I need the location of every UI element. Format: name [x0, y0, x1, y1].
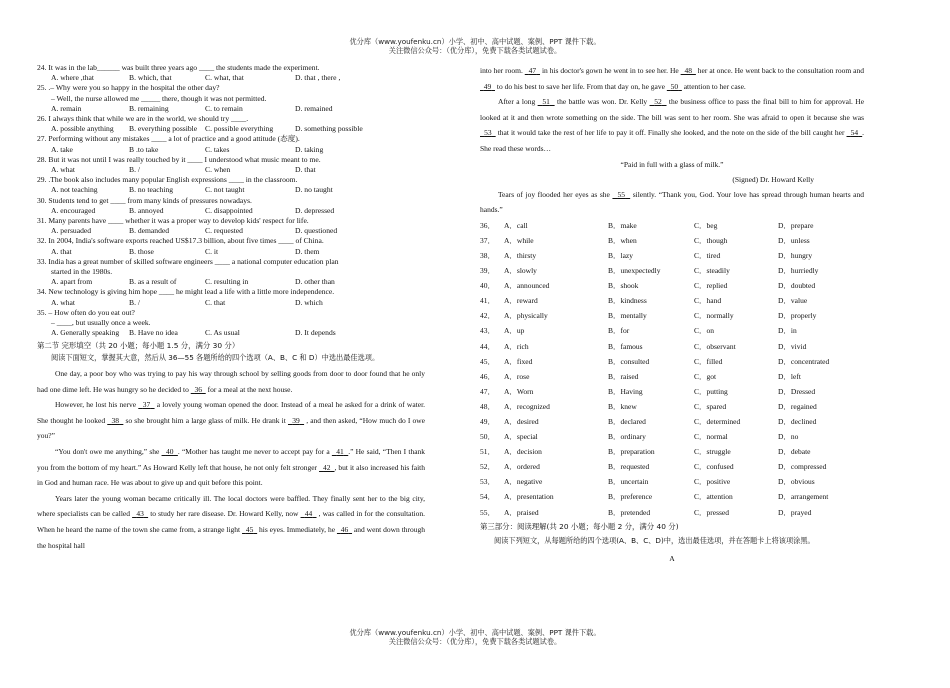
option-number: 44． — [480, 341, 495, 351]
option-choice[interactable]: D．regained — [778, 401, 817, 411]
section-3-title: 第三部分：阅读理解(共 20 小题；每小题 2 分，满分 40 分) — [480, 521, 679, 531]
passage-text: , and then asked, “How much do I owe you?” — [37, 415, 426, 441]
question-stem: 30. Students tend to get ____ from many kinds of pressures nowadays. — [37, 195, 252, 205]
answer-options — [37, 185, 425, 195]
section-3-instruction: 阅读下列短文，从每题所给的四个选项(A、B、C、D)中，选出最佳选项，并在答题卡上将该项涂黑。 — [494, 535, 815, 545]
answer-options — [37, 226, 425, 236]
answer-option[interactable]: D. them — [295, 246, 320, 256]
passage-text: to do his best to save her life. From that day on, he gave — [495, 81, 667, 91]
option-choice[interactable]: B．famous — [608, 341, 643, 351]
option-choice[interactable]: B．for — [608, 326, 630, 336]
answer-option[interactable]: C. it — [205, 246, 219, 256]
option-row — [480, 429, 864, 444]
blank-36: 36 — [194, 384, 202, 394]
answer-option[interactable]: D. depressed — [295, 205, 335, 215]
passage-paragraph-5 — [480, 94, 864, 156]
question-stem-continued: – Well, the nurse allowed me _____ there, though it was not permitted. — [51, 93, 267, 103]
answer-option[interactable]: C. when — [205, 165, 231, 175]
option-number: 50． — [480, 432, 495, 442]
question-stem: 27. Performing without any mistakes ____ a lot of practice and a good attitude (态度). — [37, 134, 300, 144]
option-number: 53． — [480, 477, 495, 487]
passage-paragraph-6 — [480, 187, 864, 218]
option-choice[interactable]: A．up — [504, 326, 525, 336]
passage-text: and went down through the hospital hall — [37, 524, 426, 550]
option-choice[interactable]: C．got — [694, 371, 717, 381]
answer-options — [37, 328, 425, 338]
option-choice[interactable]: C．observant — [694, 341, 736, 351]
blank-47: 47 — [528, 66, 537, 75]
blank-52: 52 — [654, 97, 662, 107]
question-stem: 33. India has a great number of skilled software engineers ____ a national computer education plan — [37, 256, 339, 266]
option-number: 49． — [480, 416, 495, 426]
question-stem: 26. I always think that while we are in the world, we should try ____. — [37, 114, 249, 124]
option-row — [480, 323, 864, 338]
option-choice[interactable]: D．value — [778, 296, 808, 306]
option-number: 41． — [480, 296, 495, 306]
option-choice[interactable]: A．slowly — [504, 266, 537, 276]
passage-text: for a meal at the next house. — [205, 384, 293, 394]
passage-text: Tears of joy flooded her eyes as she — [498, 189, 613, 199]
answer-option[interactable]: B. demanded — [129, 226, 170, 236]
passage-text: in his doctor's gown he went in to see her. He — [540, 66, 681, 75]
answer-options — [37, 298, 425, 308]
option-choice[interactable]: A．rose — [504, 371, 530, 381]
option-row — [480, 444, 864, 459]
option-choice[interactable]: C．spared — [694, 401, 727, 411]
option-choice[interactable]: B．preparation — [608, 447, 655, 457]
answer-option[interactable]: B. / — [129, 297, 140, 307]
option-choice[interactable]: D．hurriedly — [778, 266, 819, 276]
question-stem: 34. New technology is giving him hope ____ he might lead a life with a little more independence. — [37, 287, 335, 297]
passage-text: a lovely young woman opened the door. Instead of a meal he asked for a drink of water. She thought he looked — [37, 400, 426, 425]
option-choice[interactable]: A．physically — [504, 311, 548, 321]
option-row — [480, 369, 864, 384]
passage-paragraph-2 — [37, 397, 425, 444]
answer-option[interactable]: A. remain — [51, 103, 82, 113]
answer-option[interactable]: C. what, that — [205, 73, 244, 83]
option-choice[interactable]: C．positive — [694, 477, 731, 487]
option-choice[interactable]: B．raised — [608, 371, 639, 381]
option-row — [480, 414, 864, 429]
answer-option[interactable]: B. those — [129, 246, 154, 256]
answer-option[interactable]: B. Have no idea — [129, 328, 178, 338]
answer-option[interactable]: C. resulting in — [205, 277, 249, 287]
option-row — [480, 263, 864, 278]
option-number: 47． — [480, 386, 495, 396]
answer-option[interactable]: A. persuaded — [51, 226, 92, 236]
option-choice[interactable]: B．preference — [608, 492, 653, 502]
option-choice[interactable]: C．attention — [694, 492, 733, 502]
option-number: 45． — [480, 356, 495, 366]
option-number: 51． — [480, 447, 495, 457]
option-choice[interactable]: C．hand — [694, 296, 722, 306]
option-choice[interactable]: B．uncertain — [608, 477, 649, 487]
option-choice[interactable]: B．mentally — [608, 311, 647, 321]
option-choice[interactable]: C．putting — [694, 386, 728, 396]
question-stem: 29. .The book also includes many popular English expressions ____ in the classroom. — [37, 175, 298, 185]
answer-option[interactable]: B. no teaching — [129, 185, 174, 195]
header-line-2: 关注微信公众号：（优分库），免费下载各类试题试卷。 — [388, 46, 562, 55]
option-choice[interactable]: B．when — [608, 235, 637, 245]
blank-37: 37 — [142, 400, 151, 410]
answer-options — [37, 124, 425, 134]
question-stem: 32. In 2004, India's software exports reached US$17.3 billion, about five times ____ of China. — [37, 236, 324, 246]
option-choice[interactable]: A．Worn — [504, 386, 534, 396]
option-row — [480, 505, 864, 520]
passage-text: One day, a poor boy who was trying to pay his way through school by selling goods from door to door found that he only had one dime left. He was hungry so he decided to — [37, 368, 425, 394]
options-table — [480, 218, 864, 520]
question-stem: 28. But it was not until I was really touched by it ____ I understood what music meant to me. — [37, 154, 321, 164]
option-number: 36． — [480, 220, 495, 230]
option-choice[interactable]: B．shook — [608, 281, 639, 291]
option-choice[interactable]: C．struggle — [694, 447, 731, 457]
passage-text: into her room. — [480, 66, 525, 75]
passage-text: her at once. He went back to the consultation room and — [695, 66, 864, 75]
passage-paragraph-4 — [37, 491, 425, 553]
answer-options — [37, 277, 425, 287]
option-choice[interactable]: B．make — [608, 220, 637, 230]
option-choice[interactable]: A．announced — [504, 281, 550, 291]
option-number: 37． — [480, 235, 495, 245]
option-row — [480, 474, 864, 489]
answer-option[interactable]: A. possible anything — [51, 124, 114, 134]
option-choice[interactable]: A．fixed — [504, 356, 533, 366]
option-choice[interactable]: B．declared — [608, 416, 646, 426]
answer-options — [37, 247, 425, 257]
option-number: 54． — [480, 492, 495, 502]
answer-option[interactable]: B. which, that — [129, 73, 172, 83]
answer-option[interactable]: A. what — [51, 297, 76, 307]
option-choice[interactable]: A．while — [504, 235, 534, 245]
page-footer — [0, 628, 950, 646]
option-choice[interactable]: A．decision — [504, 447, 542, 457]
option-choice[interactable]: A．desired — [504, 416, 539, 426]
option-choice[interactable]: C．filled — [694, 356, 723, 366]
option-choice[interactable]: D．arrangement — [778, 492, 829, 502]
passage-text: his eyes. Immediately, he — [257, 524, 337, 534]
option-row — [480, 308, 864, 323]
option-row — [480, 339, 864, 354]
answer-option[interactable]: C. As usual — [205, 328, 240, 338]
answer-option[interactable]: C. disappointed — [205, 205, 253, 215]
option-choice[interactable]: D．prepare — [778, 220, 814, 230]
option-choice[interactable]: C．beg — [694, 220, 718, 230]
option-choice[interactable]: D．obvious — [778, 477, 815, 487]
option-choice[interactable]: C．determined — [694, 416, 741, 426]
answer-option[interactable]: A. apart from — [51, 277, 93, 287]
answer-option[interactable]: B. as a result of — [129, 277, 177, 287]
option-row — [480, 218, 864, 233]
right-column — [480, 63, 864, 566]
option-row — [480, 354, 864, 369]
option-row — [480, 233, 864, 248]
option-row — [480, 278, 864, 293]
blank-39: 39 — [292, 415, 300, 425]
option-choice[interactable]: B．Having — [608, 386, 643, 396]
blank-46: 46 — [340, 524, 349, 534]
option-number: 39． — [480, 266, 495, 276]
answer-option[interactable]: D. questioned — [295, 226, 338, 236]
option-number: 43． — [480, 326, 495, 336]
option-row — [480, 293, 864, 308]
question-stem: 31. Many parents have ____ whether it was a proper way to develop kids' respect for life. — [37, 216, 309, 226]
blank-55: 55 — [617, 189, 626, 199]
answer-option[interactable]: A. where ,that — [51, 73, 95, 83]
option-choice[interactable]: B．ordinary — [608, 432, 646, 442]
passage-text: However, he lost his nerve — [55, 400, 139, 410]
option-number: 40． — [480, 281, 495, 291]
footer-line-2: 关注微信公众号：（优分库），免费下载各类试题试卷。 — [388, 637, 562, 646]
blank-40: 40 — [165, 446, 174, 456]
option-choice[interactable]: D．doubted — [778, 281, 816, 291]
passage-text: After a long — [498, 97, 538, 107]
blank-50: 50 — [670, 81, 679, 91]
option-number: 42． — [480, 311, 495, 321]
left-column — [37, 63, 425, 553]
passage-paragraph-1 — [37, 366, 425, 397]
option-choice[interactable]: D．unless — [778, 235, 810, 245]
option-choice[interactable]: A．thirsty — [504, 250, 537, 260]
option-row — [480, 384, 864, 399]
passage-text: , was called in for the consultation. When he heard the name of the town she came from, a strange light — [37, 509, 426, 534]
answer-option[interactable]: A. not teaching — [51, 185, 98, 195]
reading-passage-label: A — [669, 553, 675, 563]
blank-43: 43 — [136, 509, 144, 519]
option-number: 55． — [480, 507, 495, 517]
option-choice[interactable]: C．normal — [694, 432, 728, 442]
answer-option[interactable]: D. that — [295, 165, 316, 175]
multiple-choice-section — [37, 63, 425, 338]
passage-text: . “Mother has taught me never to accept pay for a — [177, 446, 332, 456]
answer-options — [37, 73, 425, 83]
answer-option[interactable]: A. what — [51, 165, 76, 175]
option-choice[interactable]: D．left — [778, 371, 801, 381]
option-choice[interactable]: C．replied — [694, 281, 728, 291]
answer-options — [37, 104, 425, 114]
footer-line-1: 优分库（www.youfenku.cn）小学、初中、高中试题、案例、PPT 课件下载。 — [349, 628, 601, 637]
option-choice[interactable]: D．in — [778, 326, 797, 336]
answer-option[interactable]: A. that — [51, 246, 72, 256]
blank-51: 51 — [542, 97, 550, 107]
passage-text: so she brought him a large glass of milk. He drank it — [123, 415, 288, 425]
option-row — [480, 248, 864, 263]
answer-option[interactable]: B. remaining — [129, 103, 169, 113]
blank-44: 44 — [304, 509, 313, 519]
option-choice[interactable]: A．ordered — [504, 462, 540, 472]
answer-option[interactable]: C. possible everything — [205, 124, 274, 134]
option-choice[interactable]: B．knew — [608, 401, 637, 411]
option-choice[interactable]: A．rich — [504, 341, 529, 351]
blank-53: 53 — [484, 128, 492, 138]
question-stem-continued: started in the 1980s. — [51, 267, 113, 277]
option-number: 52． — [480, 462, 495, 472]
question-stem: 35. – How often do you eat out? — [37, 307, 135, 317]
option-choice[interactable]: C．steadily — [694, 266, 730, 276]
page-header — [0, 37, 950, 55]
blank-48: 48 — [684, 66, 692, 75]
passage-text: the business office to pass the final bill to him for approval. He looked at it and then wrote something on the side. The bill was sent to her room. She was afraid to open it because she was — [480, 97, 865, 122]
blank-42: 42 — [323, 462, 331, 472]
option-choice[interactable]: D．Dressed — [778, 386, 816, 396]
passage-text: attention to her case. — [681, 81, 746, 91]
option-choice[interactable]: A．call — [504, 220, 528, 230]
option-choice[interactable]: A．praised — [504, 507, 539, 517]
passage-text: , but it also increased his faith in God and human race. He was about to give up and quit before this point. — [37, 462, 425, 488]
passage-text: Years later the young woman became critically ill. The local doctors were baffled. They finally sent her to the big city, where specialists can be called — [37, 493, 425, 519]
option-choice[interactable]: D．hungry — [778, 250, 813, 260]
option-choice[interactable]: B．lazy — [608, 250, 633, 260]
question-stem-continued: – ____, but usually once a week. — [51, 318, 151, 328]
answer-option[interactable]: D. which — [295, 297, 323, 307]
blank-45: 45 — [245, 524, 254, 534]
signature: (Signed) Dr. Howard Kelly — [732, 174, 814, 184]
section-2-instruction: 阅读下面短文，掌握其大意，然后从 36—55 各题所给的四个选项（A、B、C 和 D）中选出最佳选项。 — [51, 353, 380, 363]
answer-options — [37, 165, 425, 175]
answer-option[interactable]: C. takes — [205, 144, 230, 154]
option-choice[interactable]: C．pressed — [694, 507, 729, 517]
option-row — [480, 489, 864, 504]
option-choice[interactable]: D．debate — [778, 447, 811, 457]
answer-option[interactable]: D. other than — [295, 277, 335, 287]
answer-options — [37, 206, 425, 216]
answer-option[interactable]: C. to remain — [205, 103, 243, 113]
answer-option[interactable]: B. everything possible — [129, 124, 198, 134]
blank-54: 54 — [850, 128, 859, 138]
passage-text: silently. “Thank you, God. Your love has spread through human hearts and hands.” — [480, 189, 864, 215]
answer-option[interactable]: D. taking — [295, 144, 324, 154]
option-row — [480, 399, 864, 414]
option-number: 38． — [480, 250, 495, 260]
answer-option[interactable]: C. that — [205, 297, 226, 307]
passage-paragraph-4-continued — [480, 63, 864, 94]
passage-text: the battle was won. Dr. Kelly — [554, 97, 650, 107]
option-number: 48． — [480, 401, 495, 411]
passage-text: . She read these words… — [480, 128, 865, 153]
option-choice[interactable]: D．concentrated — [778, 356, 830, 366]
answer-option[interactable]: D. that , there , — [295, 73, 341, 83]
option-choice[interactable]: C．normally — [694, 311, 734, 321]
option-choice[interactable]: D．declined — [778, 416, 817, 426]
option-choice[interactable]: D．properly — [778, 311, 817, 321]
option-choice[interactable]: A．negative — [504, 477, 543, 487]
blank-38: 38 — [111, 415, 120, 425]
passage-text: that it would take the rest of her life to pay it off. Finally she looked, and the note on the side of the bill caught her — [495, 128, 847, 138]
option-choice[interactable]: C．tired — [694, 250, 721, 260]
option-choice[interactable]: B．kindness — [608, 296, 647, 306]
blank-49: 49 — [483, 81, 492, 91]
option-choice[interactable]: A．reward — [504, 296, 538, 306]
option-choice[interactable]: C．though — [694, 235, 728, 245]
question-stem: 25. .– Why were you so happy in the hospital the other day? — [37, 83, 220, 93]
option-choice[interactable]: B．consulted — [608, 356, 650, 366]
passage-text: .” He said, “Then I thank you from the bottom of my heart.” As Howard Kelly left that house, he not only felt stronger — [37, 446, 426, 472]
option-number: 46． — [480, 371, 495, 381]
option-choice[interactable]: B．pretended — [608, 507, 651, 517]
header-line-1: 优分库（www.youfenku.cn）小学、初中、高中试题、案例、PPT 课件下载。 — [349, 37, 601, 46]
option-choice[interactable]: A．recognized — [504, 401, 550, 411]
option-choice[interactable]: B．requested — [608, 462, 650, 472]
answer-option[interactable]: A. take — [51, 144, 73, 154]
answer-option[interactable]: A. encouraged — [51, 205, 96, 215]
option-choice[interactable]: C．on — [694, 326, 715, 336]
option-choice[interactable]: D．no — [778, 432, 799, 442]
answer-option[interactable]: D. something possible — [295, 124, 363, 134]
section-2-title: 第二节 完形填空（共 20 小题；每小题 1.5 分，满分 30 分） — [37, 341, 240, 351]
blank-41: 41 — [336, 446, 344, 456]
option-choice[interactable]: A．special — [504, 432, 538, 442]
option-choice[interactable]: D．vivid — [778, 341, 807, 351]
passage-text: to study her rare disease. Dr. Howard Kelly, now — [148, 509, 301, 519]
answer-option[interactable]: C. requested — [205, 226, 243, 236]
option-choice[interactable]: C．confused — [694, 462, 734, 472]
option-choice[interactable]: A．presentation — [504, 492, 554, 502]
answer-option[interactable]: B. annoyed — [129, 205, 164, 215]
option-row — [480, 459, 864, 474]
option-choice[interactable]: B．unexpectedly — [608, 266, 661, 276]
bill-quote: “Paid in full with a glass of milk.” — [620, 159, 724, 169]
answer-option[interactable]: D. It depends — [295, 328, 336, 338]
answer-option[interactable]: A. Generally speaking — [51, 328, 120, 338]
answer-option[interactable]: D. remained — [295, 103, 333, 113]
answer-option[interactable]: B .to take — [129, 144, 159, 154]
answer-option[interactable]: B. / — [129, 165, 140, 175]
question-stem: 24. It was in the lab______ was built three years ago ____ the students made the experiment. — [37, 63, 320, 72]
answer-option[interactable]: D. no taught — [295, 185, 333, 195]
answer-option[interactable]: C. not taught — [205, 185, 245, 195]
option-choice[interactable]: D．prayed — [778, 507, 812, 517]
passage-paragraph-3 — [37, 444, 425, 491]
passage-text: “You don't owe me anything,” she — [55, 446, 162, 456]
answer-options — [37, 145, 425, 155]
option-choice[interactable]: D．compressed — [778, 462, 827, 472]
